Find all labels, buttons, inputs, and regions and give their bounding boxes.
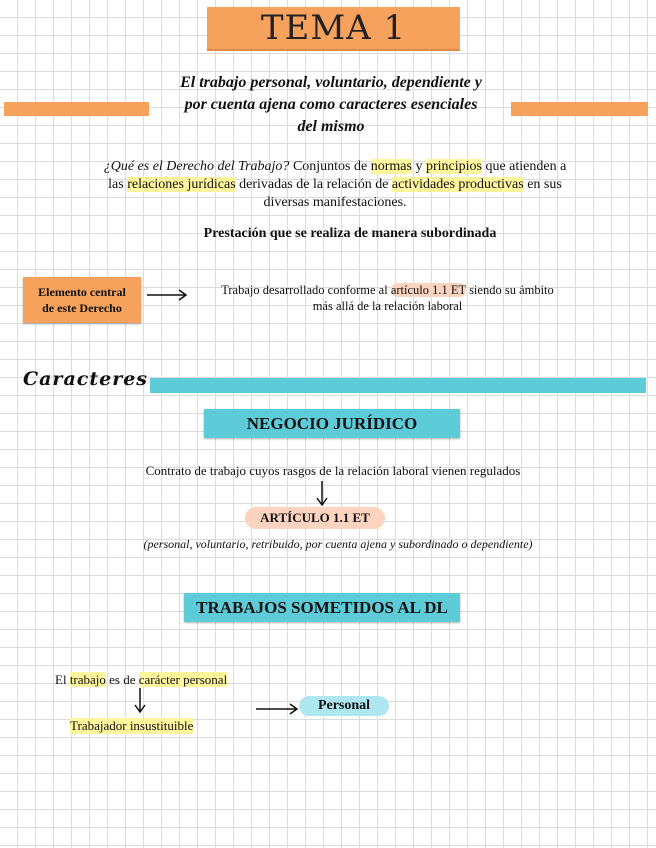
subtitle <box>150 72 512 138</box>
trabajos-sometidos-title: TRABAJOS SOMETIDOS AL DL <box>196 597 448 617</box>
highlight-actividades: actividades productivas <box>391 177 524 192</box>
subtitle-line3: del mismo <box>297 118 365 135</box>
left-orange-bar <box>4 102 149 116</box>
subtitle-line2: por cuenta ajena como caracteres esenciales <box>184 96 478 113</box>
caracteristicas-text: (personal, voluntario, retribuido, por cuenta ajena y subordinado o dependiente) <box>143 537 533 551</box>
down-arrow-icon <box>316 481 328 507</box>
down-arrow-icon-2 <box>134 688 146 714</box>
definition-paragraph <box>100 158 570 212</box>
caracteres-heading: Caracteres <box>23 368 148 390</box>
trabajador-insustituible: Trabajador insustituible <box>70 718 194 733</box>
personal-pill: Personal <box>299 696 389 716</box>
negocio-juridico-title: NEGOCIO JURÍDICO <box>246 413 418 433</box>
contrato-text: Contrato de trabajo cuyos rasgos de la relación laboral vienen regulados <box>145 463 521 478</box>
highlight-caracter-personal: carácter personal <box>138 672 228 687</box>
trabajos-sometidos-box <box>184 593 460 622</box>
definition-text-3: que atienden a las <box>108 159 567 192</box>
highlight-trabajo: trabajo <box>69 672 106 687</box>
right-orange-bar <box>511 102 648 116</box>
highlight-articulo: artículo 1.1 ET <box>390 283 466 297</box>
right-arrow-icon-2 <box>256 703 300 715</box>
articulo-pill: ARTÍCULO 1.1 ET <box>245 507 385 529</box>
right-arrow-icon <box>147 289 189 301</box>
definition-text-1: Conjuntos de <box>289 159 371 174</box>
subtitle-line1: El trabajo personal, voluntario, dependiente y <box>180 74 482 91</box>
elemento-text-1: Trabajo desarrollado conforme al <box>221 283 391 297</box>
negocio-juridico-box <box>204 409 460 438</box>
definition-text-4: derivadas de la relación de <box>235 177 392 192</box>
elemento-box-line1: Elemento central <box>38 285 126 299</box>
definition-question: ¿Qué es el Derecho del Trabajo? <box>103 159 290 174</box>
elemento-text-3: más allá de la relación laboral <box>312 299 463 313</box>
highlight-principios: principios <box>425 159 482 174</box>
prestacion-heading: Prestación que se realiza de manera subordinada <box>203 226 497 241</box>
personal-text-2: es de <box>105 672 139 687</box>
highlight-normas: normas <box>370 159 412 174</box>
definition-text-5: en sus diversas manifestaciones. <box>263 177 562 210</box>
elemento-text-2: siendo su ámbito <box>465 283 554 297</box>
elemento-central-box <box>23 277 141 323</box>
caracteres-teal-bar <box>150 378 646 393</box>
page-title: TEMA 1 <box>260 8 407 48</box>
definition-text-2: y <box>411 159 426 174</box>
personal-text-1: El <box>55 672 70 687</box>
highlight-relaciones: relaciones jurídicas <box>127 177 236 192</box>
title-box <box>207 7 460 51</box>
elemento-description <box>195 282 580 314</box>
elemento-box-line2: de este Derecho <box>42 301 122 315</box>
trabajo-personal-text <box>55 672 227 688</box>
